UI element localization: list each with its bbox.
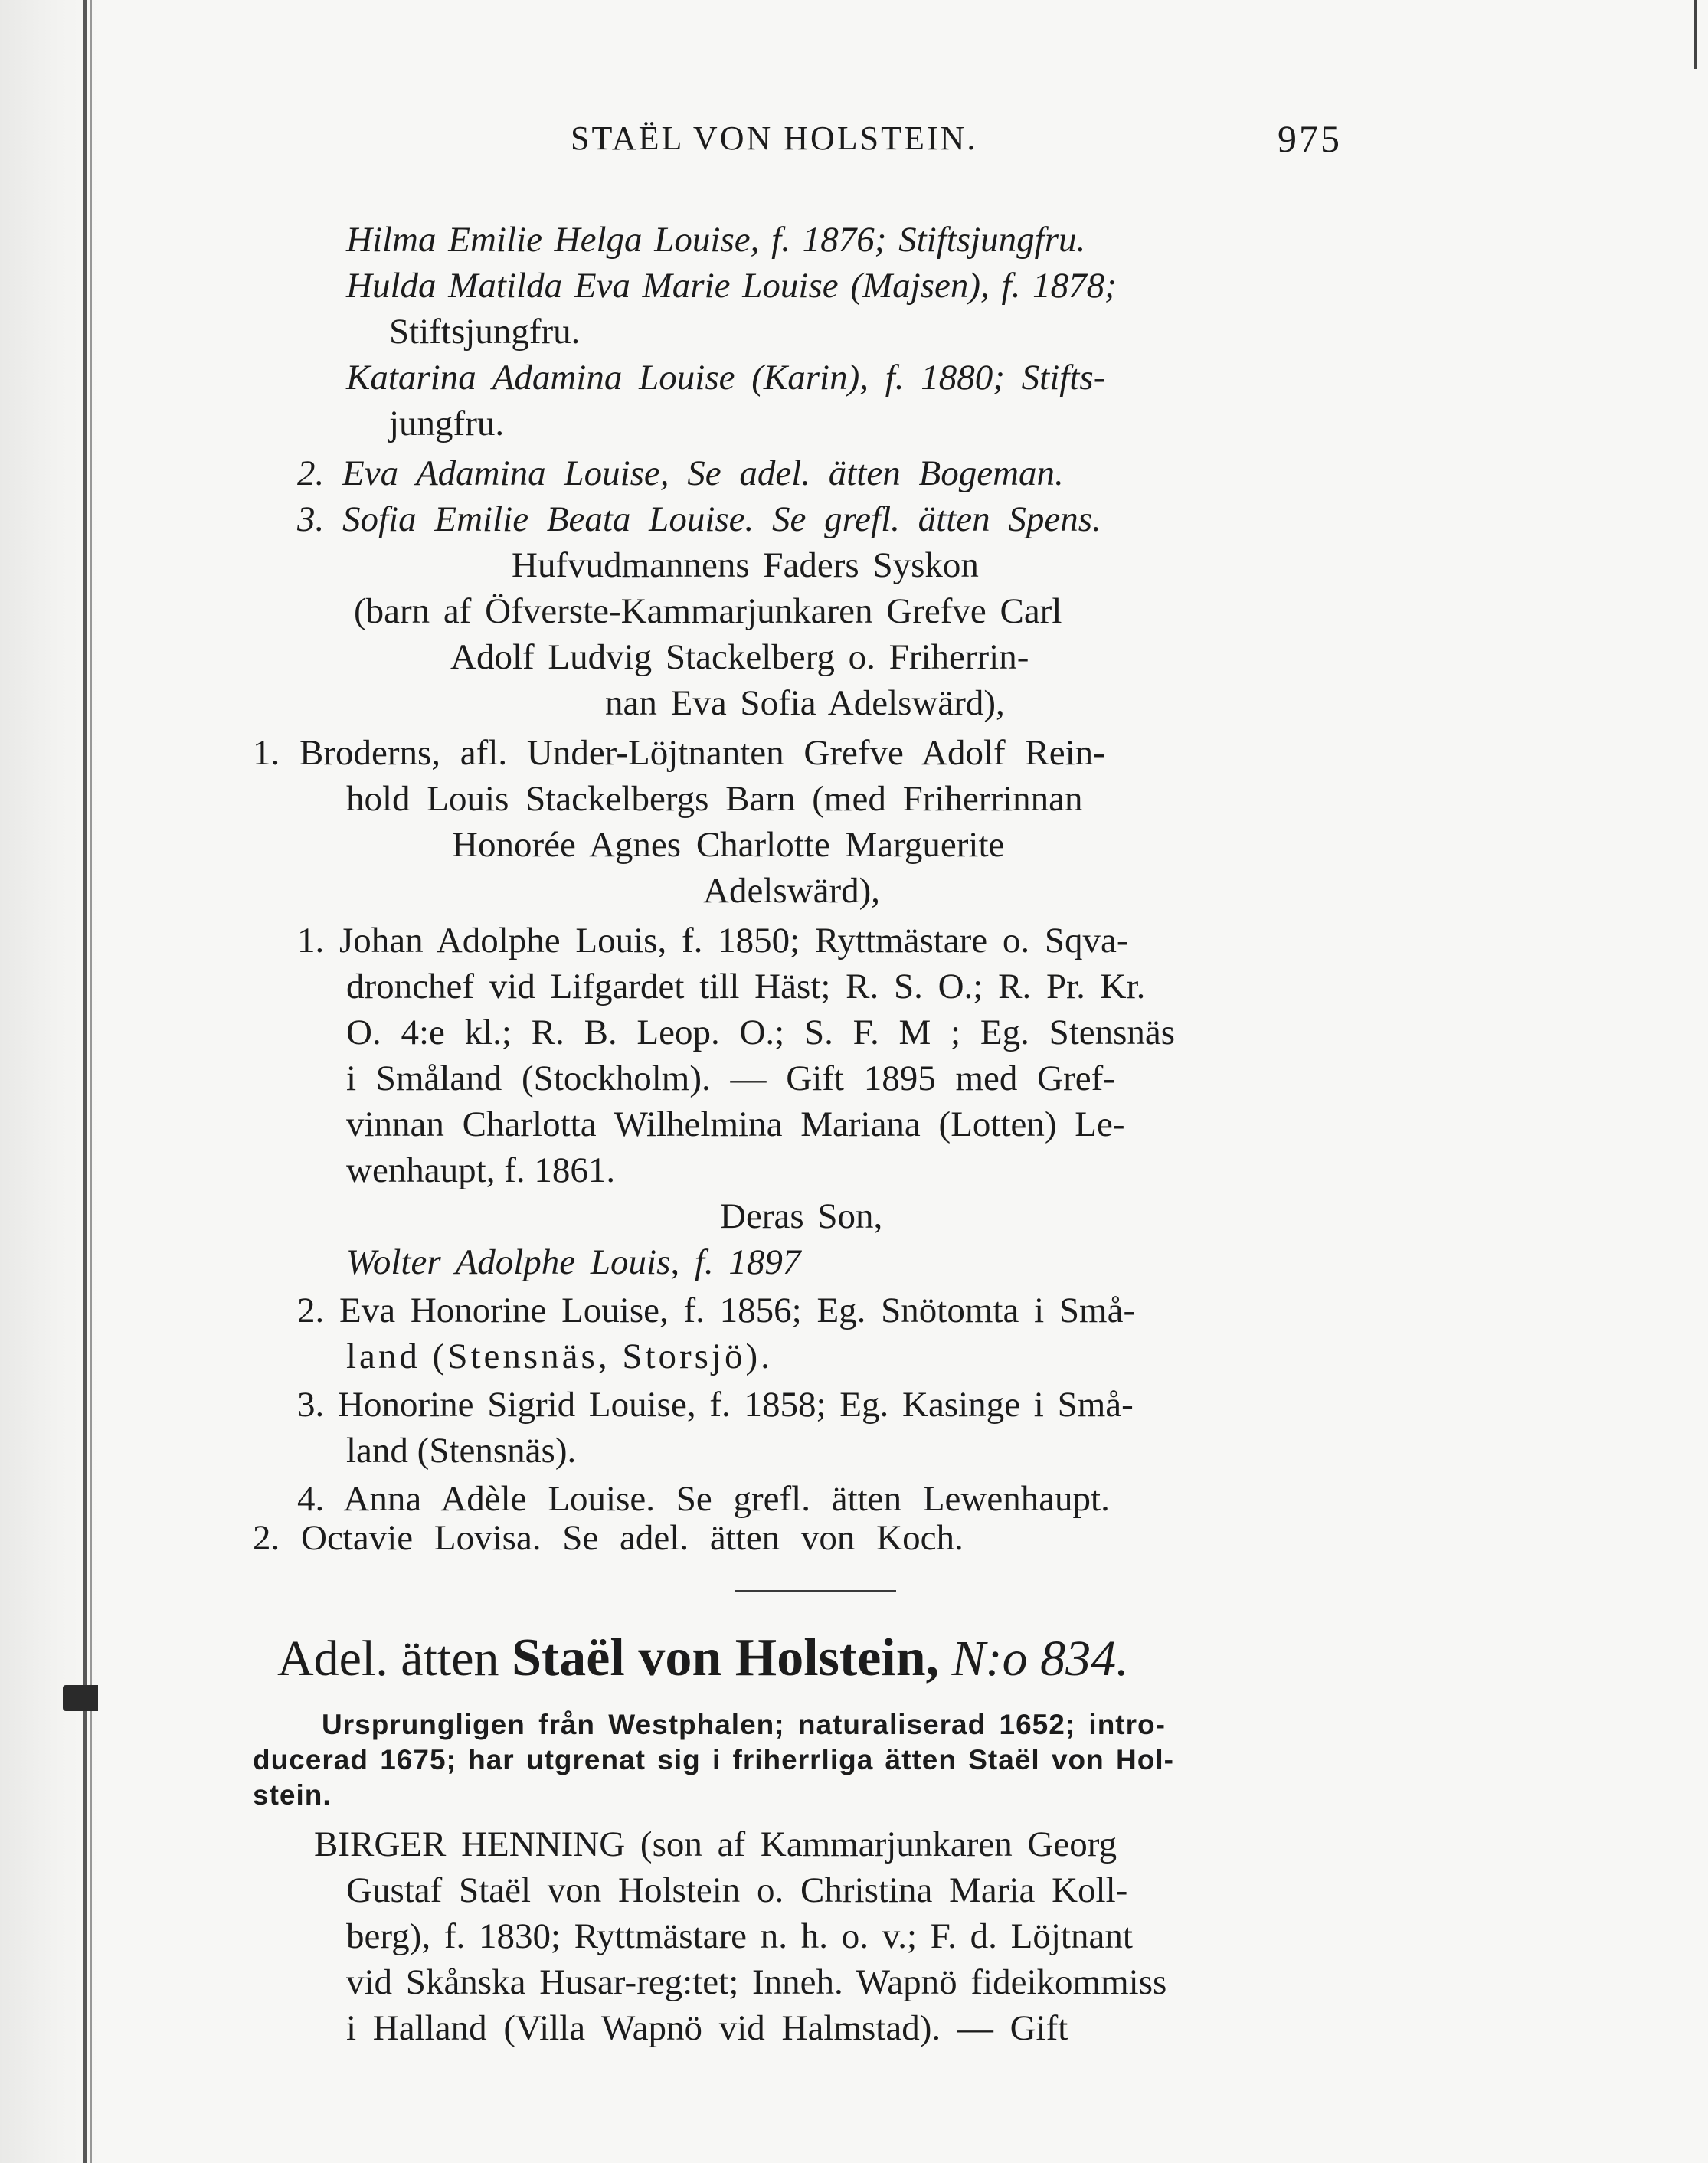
- heading-number: N:o 834.: [951, 1631, 1129, 1687]
- entry-line: vid Skånska Husar-reg:tet; Inneh. Wapnö fideikommiss: [346, 1962, 1167, 2002]
- text-line: 4. Anna Adèle Louise. Se grefl. ätten Lewenhaupt.: [297, 1479, 1110, 1519]
- entry-line: i Halland (Villa Wapnö vid Halmstad). — Gift: [346, 2008, 1068, 2048]
- text-line: i Småland (Stockholm). — Gift 1895 med Gref-: [346, 1059, 1115, 1098]
- running-head: STAËL VON HOLSTEIN.: [571, 119, 978, 157]
- text-line: Adolf Ludvig Stackelberg o. Friherrin-: [450, 637, 1029, 677]
- text-line: hold Louis Stackelbergs Barn (med Friherrinnan: [346, 779, 1083, 819]
- text-line: Deras Son,: [720, 1196, 883, 1236]
- text-line: wenhaupt, f. 1861.: [346, 1150, 616, 1190]
- text-line: 2. Eva Honorine Louise, f. 1856; Eg. Snötomta i Små-: [297, 1291, 1136, 1330]
- page-number: 975: [1278, 117, 1342, 160]
- text-line: 3. Sofia Emilie Beata Louise. Se grefl. ätten Spens.: [297, 499, 1101, 539]
- heading-prefix: Adel. ätten: [277, 1631, 499, 1687]
- text-line: 3. Honorine Sigrid Louise, f. 1858; Eg. Kasinge i Små-: [297, 1385, 1134, 1425]
- clip-mark: [63, 1685, 98, 1711]
- binding-edge-line: [83, 0, 87, 2163]
- text-line: 2. Eva Adamina Louise, Se adel. ätten Bogeman.: [297, 453, 1064, 493]
- heading-family-name: Staël von Holstein,: [512, 1628, 940, 1687]
- text-line: Katarina Adamina Louise (Karin), f. 1880; Stifts-: [346, 358, 1106, 398]
- text-line: nan Eva Sofia Adelswärd),: [605, 683, 1005, 723]
- text-line: land (Stensnäs, Storsjö).: [346, 1337, 773, 1376]
- page-edge-mark: [1694, 0, 1697, 69]
- section-heading-line: Hufvudmannens Faders Syskon: [512, 545, 979, 585]
- family-heading: [277, 1628, 1129, 1690]
- entry-line: berg), f. 1830; Ryttmästare n. h. o. v.; F. d. Löjtnant: [346, 1916, 1133, 1956]
- intro-line: stein.: [253, 1779, 332, 1811]
- text-line: 1. Broderns, afl. Under-Löjtnanten Grefve Adolf Rein-: [253, 733, 1105, 773]
- text-line: Honorée Agnes Charlotte Marguerite: [452, 825, 1005, 865]
- text-line: Adelswärd),: [703, 871, 881, 911]
- text-line: Stiftsjungfru.: [389, 312, 581, 352]
- text-line: jungfru.: [389, 404, 505, 443]
- intro-line: Ursprungligen från Westphalen; naturaliserad 1652; intro-: [322, 1709, 1166, 1740]
- text-line: (barn af Öfverste-Kammarjunkaren Grefve Carl: [354, 591, 1062, 631]
- text-line: 2. Octavie Lovisa. Se adel. ätten von Koch.: [253, 1518, 964, 1558]
- text-line: Hulda Matilda Eva Marie Louise (Majsen), f. 1878;: [346, 266, 1117, 306]
- text-line: land (Stensnäs).: [346, 1431, 577, 1471]
- intro-line: ducerad 1675; har utgrenat sig i friherrliga ätten Staël von Hol-: [253, 1744, 1174, 1775]
- entry-line: BIRGER HENNING (son af Kammarjunkaren Georg: [314, 1824, 1117, 1864]
- binding-edge-line-thin: [90, 0, 92, 2163]
- entry-line: Gustaf Staël von Holstein o. Christina Maria Koll-: [346, 1870, 1128, 1910]
- text-line: vinnan Charlotta Wilhelmina Mariana (Lotten) Le-: [346, 1104, 1125, 1144]
- text-line: Wolter Adolphe Louis, f. 1897: [346, 1242, 801, 1282]
- separator-rule: [735, 1590, 896, 1592]
- text-line: dronchef vid Lifgardet till Häst; R. S. O.; R. Pr. Kr.: [346, 967, 1146, 1006]
- text-line: Hilma Emilie Helga Louise, f. 1876; Stiftsjungfru.: [346, 220, 1086, 260]
- text-line: O. 4:e kl.; R. B. Leop. O.; S. F. M ; Eg. Stensnäs: [346, 1013, 1176, 1052]
- text-line: 1. Johan Adolphe Louis, f. 1850; Ryttmästare o. Sqva-: [297, 921, 1129, 960]
